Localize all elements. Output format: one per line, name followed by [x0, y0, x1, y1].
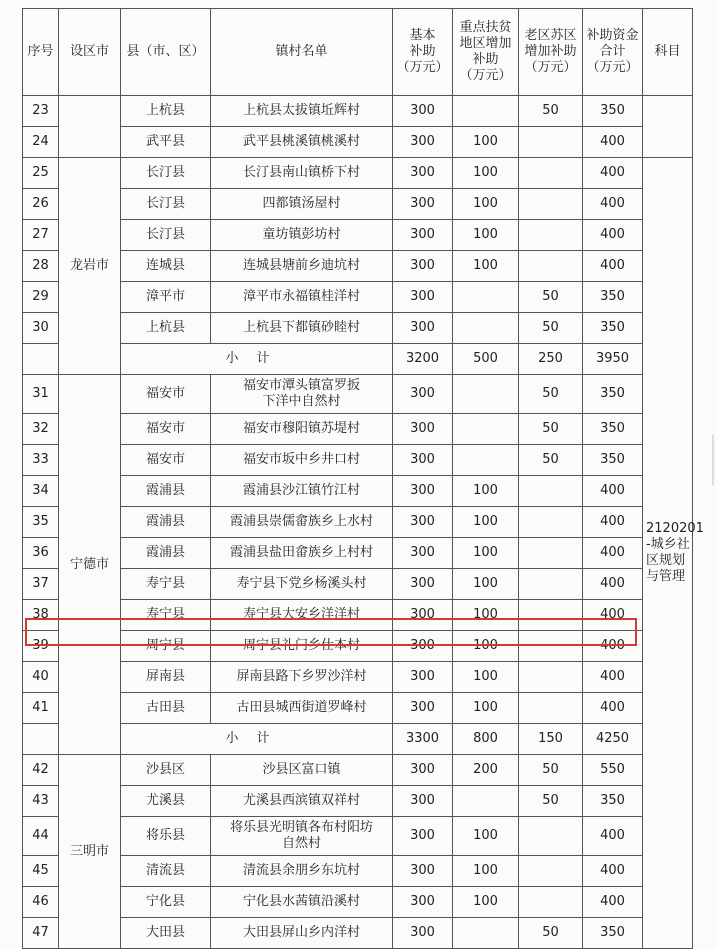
row-index: 36: [23, 538, 59, 569]
poverty-subsidy-cell: 100: [453, 631, 519, 662]
table-row: [23, 158, 693, 189]
table-row: [23, 817, 693, 856]
village-cell: 霞浦县崇儒畲族乡上水村: [211, 507, 393, 538]
village-cell: 霞浦县沙江镇竹江村: [211, 476, 393, 507]
subtotal-label: 小计: [121, 344, 393, 375]
oldarea-subsidy-cell: [519, 220, 583, 251]
oldarea-subsidy-cell: [519, 569, 583, 600]
poverty-subsidy-cell: 100: [453, 693, 519, 724]
basic-subsidy-cell: 300: [393, 282, 453, 313]
county-cell: 周宁县: [121, 631, 211, 662]
row-index: 34: [23, 476, 59, 507]
basic-subsidy-cell: 300: [393, 662, 453, 693]
subtotal-row: [23, 344, 693, 375]
scan-edge: [712, 435, 714, 485]
village-cell: 宁化县水茜镇沿溪村: [211, 887, 393, 918]
oldarea-subsidy-cell: 50: [519, 755, 583, 786]
county-cell: 漳平市: [121, 282, 211, 313]
poverty-subsidy-cell: 100: [453, 507, 519, 538]
oldarea-subsidy-cell: [519, 817, 583, 856]
basic-subsidy-cell: 300: [393, 414, 453, 445]
table-row: [23, 662, 693, 693]
total-subsidy-cell: 350: [583, 918, 643, 949]
basic-subsidy-cell: 300: [393, 220, 453, 251]
basic-subsidy-cell: 300: [393, 507, 453, 538]
subtotal-row: [23, 724, 693, 755]
county-cell: 霞浦县: [121, 507, 211, 538]
row-index: 23: [23, 96, 59, 127]
city-cell: 龙岩市: [59, 158, 121, 375]
city-cell: [59, 96, 121, 158]
total-subsidy-cell: 400: [583, 856, 643, 887]
village-cell: 童坊镇彭坊村: [211, 220, 393, 251]
total-subsidy-cell: 400: [583, 887, 643, 918]
village-cell: 上杭县下都镇砂睦村: [211, 313, 393, 344]
table-row: [23, 251, 693, 282]
basic-subsidy-cell: 300: [393, 600, 453, 631]
oldarea-subsidy-cell: [519, 127, 583, 158]
county-cell: 古田县: [121, 693, 211, 724]
poverty-subsidy-cell: 100: [453, 600, 519, 631]
village-cell: 古田县城西街道罗峰村: [211, 693, 393, 724]
table-row: [23, 569, 693, 600]
oldarea-subsidy-cell: 50: [519, 96, 583, 127]
poverty-subsidy-cell: [453, 282, 519, 313]
table-row: [23, 414, 693, 445]
poverty-subsidy-cell: 100: [453, 662, 519, 693]
village-cell: 福安市穆阳镇苏堤村: [211, 414, 393, 445]
county-cell: 福安市: [121, 414, 211, 445]
oldarea-subsidy-cell: 50: [519, 445, 583, 476]
row-index: 33: [23, 445, 59, 476]
poverty-subsidy-cell: 100: [453, 251, 519, 282]
table-row: [23, 887, 693, 918]
village-cell: 沙县区富口镇: [211, 755, 393, 786]
basic-subsidy-cell: 300: [393, 786, 453, 817]
total-subsidy-cell: 3950: [583, 344, 643, 375]
village-cell: 大田县屏山乡内洋村: [211, 918, 393, 949]
county-cell: 上杭县: [121, 96, 211, 127]
poverty-subsidy-cell: [453, 445, 519, 476]
basic-subsidy-cell: 300: [393, 887, 453, 918]
basic-subsidy-cell: 3200: [393, 344, 453, 375]
poverty-subsidy-cell: [453, 375, 519, 414]
row-index: 38: [23, 600, 59, 631]
village-cell: 四都镇汤屋村: [211, 189, 393, 220]
row-index: 44: [23, 817, 59, 856]
county-cell: 长汀县: [121, 220, 211, 251]
oldarea-subsidy-cell: [519, 856, 583, 887]
total-subsidy-cell: 350: [583, 786, 643, 817]
table-row: [23, 476, 693, 507]
total-subsidy-cell: 400: [583, 251, 643, 282]
poverty-subsidy-cell: 100: [453, 127, 519, 158]
oldarea-subsidy-cell: 150: [519, 724, 583, 755]
subtotal-index-cell: [23, 724, 59, 755]
total-subsidy-cell: 400: [583, 662, 643, 693]
oldarea-subsidy-cell: [519, 887, 583, 918]
basic-subsidy-cell: 300: [393, 127, 453, 158]
basic-subsidy-cell: 300: [393, 631, 453, 662]
poverty-subsidy-cell: [453, 786, 519, 817]
county-cell: 屏南县: [121, 662, 211, 693]
table-row: [23, 313, 693, 344]
county-cell: 福安市: [121, 375, 211, 414]
oldarea-subsidy-cell: [519, 507, 583, 538]
header-subject: 科目: [643, 9, 693, 96]
row-index: 25: [23, 158, 59, 189]
total-subsidy-cell: 400: [583, 189, 643, 220]
village-cell: 漳平市永福镇桂洋村: [211, 282, 393, 313]
basic-subsidy-cell: 3300: [393, 724, 453, 755]
subtotal-label: 小计: [121, 724, 393, 755]
village-cell: 霞浦县盐田畲族乡上村村: [211, 538, 393, 569]
county-cell: 霞浦县: [121, 476, 211, 507]
oldarea-subsidy-cell: 50: [519, 918, 583, 949]
row-index: 40: [23, 662, 59, 693]
table-row: [23, 538, 693, 569]
header-city: 设区市: [59, 9, 121, 96]
row-index: 43: [23, 786, 59, 817]
basic-subsidy-cell: 300: [393, 189, 453, 220]
oldarea-subsidy-cell: [519, 600, 583, 631]
total-subsidy-cell: 400: [583, 600, 643, 631]
row-index: 24: [23, 127, 59, 158]
poverty-subsidy-cell: [453, 918, 519, 949]
total-subsidy-cell: 350: [583, 282, 643, 313]
header-county: 县（市、区）: [121, 9, 211, 96]
subtotal-index-cell: [23, 344, 59, 375]
basic-subsidy-cell: 300: [393, 693, 453, 724]
header-idx: 序号: [23, 9, 59, 96]
village-cell: 尤溪县西滨镇双祥村: [211, 786, 393, 817]
basic-subsidy-cell: 300: [393, 817, 453, 856]
poverty-subsidy-cell: 100: [453, 569, 519, 600]
total-subsidy-cell: 550: [583, 755, 643, 786]
village-cell: 将乐县光明镇各布村阳坊 自然村: [211, 817, 393, 856]
oldarea-subsidy-cell: [519, 251, 583, 282]
header-village: 镇村名单: [211, 9, 393, 96]
table-row: [23, 786, 693, 817]
poverty-subsidy-cell: [453, 96, 519, 127]
county-cell: 福安市: [121, 445, 211, 476]
basic-subsidy-cell: 300: [393, 313, 453, 344]
county-cell: 大田县: [121, 918, 211, 949]
total-subsidy-cell: 4250: [583, 724, 643, 755]
row-index: 37: [23, 569, 59, 600]
county-cell: 长汀县: [121, 189, 211, 220]
header-total: 补助资金 合计 （万元）: [583, 9, 643, 96]
table-row: [23, 918, 693, 949]
row-index: 42: [23, 755, 59, 786]
county-cell: 上杭县: [121, 313, 211, 344]
county-cell: 沙县区: [121, 755, 211, 786]
oldarea-subsidy-cell: 50: [519, 375, 583, 414]
village-cell: 寿宁县下党乡杨溪头村: [211, 569, 393, 600]
table-row: [23, 631, 693, 662]
oldarea-subsidy-cell: 50: [519, 786, 583, 817]
village-cell: 武平县桃溪镇桃溪村: [211, 127, 393, 158]
total-subsidy-cell: 350: [583, 375, 643, 414]
poverty-subsidy-cell: 100: [453, 538, 519, 569]
basic-subsidy-cell: 300: [393, 856, 453, 887]
oldarea-subsidy-cell: 50: [519, 414, 583, 445]
row-index: 35: [23, 507, 59, 538]
county-cell: 宁化县: [121, 887, 211, 918]
table-row: [23, 755, 693, 786]
table-row: [23, 375, 693, 414]
village-cell: 清流县余朋乡东坑村: [211, 856, 393, 887]
basic-subsidy-cell: 300: [393, 375, 453, 414]
subject-cell: 2120201 -城乡社 区规划 与管理: [643, 158, 693, 949]
village-cell: 长汀县南山镇桥下村: [211, 158, 393, 189]
oldarea-subsidy-cell: 50: [519, 313, 583, 344]
total-subsidy-cell: 400: [583, 631, 643, 662]
basic-subsidy-cell: 300: [393, 918, 453, 949]
poverty-subsidy-cell: 100: [453, 220, 519, 251]
county-cell: 将乐县: [121, 817, 211, 856]
row-index: 32: [23, 414, 59, 445]
table-row: [23, 127, 693, 158]
oldarea-subsidy-cell: [519, 158, 583, 189]
total-subsidy-cell: 400: [583, 569, 643, 600]
total-subsidy-cell: 400: [583, 127, 643, 158]
county-cell: 连城县: [121, 251, 211, 282]
table-row: [23, 220, 693, 251]
village-cell: 连城县塘前乡迪坑村: [211, 251, 393, 282]
row-index: 29: [23, 282, 59, 313]
county-cell: 尤溪县: [121, 786, 211, 817]
oldarea-subsidy-cell: 50: [519, 282, 583, 313]
header-oldarea: 老区苏区 增加补助 （万元）: [519, 9, 583, 96]
funding-table: [22, 8, 704, 949]
oldarea-subsidy-cell: [519, 693, 583, 724]
poverty-subsidy-cell: 100: [453, 189, 519, 220]
row-index: 27: [23, 220, 59, 251]
oldarea-subsidy-cell: [519, 476, 583, 507]
row-index: 41: [23, 693, 59, 724]
poverty-subsidy-cell: 100: [453, 476, 519, 507]
oldarea-subsidy-cell: [519, 662, 583, 693]
total-subsidy-cell: 350: [583, 445, 643, 476]
basic-subsidy-cell: 300: [393, 158, 453, 189]
oldarea-subsidy-cell: 250: [519, 344, 583, 375]
table-row: [23, 693, 693, 724]
row-index: 46: [23, 887, 59, 918]
oldarea-subsidy-cell: [519, 538, 583, 569]
total-subsidy-cell: 400: [583, 507, 643, 538]
total-subsidy-cell: 400: [583, 220, 643, 251]
county-cell: 霞浦县: [121, 538, 211, 569]
poverty-subsidy-cell: 100: [453, 817, 519, 856]
basic-subsidy-cell: 300: [393, 538, 453, 569]
county-cell: 寿宁县: [121, 569, 211, 600]
row-index: 30: [23, 313, 59, 344]
poverty-subsidy-cell: [453, 414, 519, 445]
city-cell: 宁德市: [59, 375, 121, 755]
total-subsidy-cell: 350: [583, 96, 643, 127]
total-subsidy-cell: 400: [583, 693, 643, 724]
total-subsidy-cell: 400: [583, 538, 643, 569]
poverty-subsidy-cell: 800: [453, 724, 519, 755]
subject-cell: [643, 96, 693, 158]
village-cell: 福安市坂中乡井口村: [211, 445, 393, 476]
poverty-subsidy-cell: 100: [453, 158, 519, 189]
row-index: 39: [23, 631, 59, 662]
village-cell: 寿宁县大安乡洋洋村: [211, 600, 393, 631]
row-index: 28: [23, 251, 59, 282]
total-subsidy-cell: 350: [583, 414, 643, 445]
county-cell: 长汀县: [121, 158, 211, 189]
total-subsidy-cell: 400: [583, 817, 643, 856]
table-row: [23, 600, 693, 631]
basic-subsidy-cell: 300: [393, 251, 453, 282]
poverty-subsidy-cell: 500: [453, 344, 519, 375]
county-cell: 武平县: [121, 127, 211, 158]
total-subsidy-cell: 350: [583, 313, 643, 344]
poverty-subsidy-cell: 200: [453, 755, 519, 786]
village-cell: 屏南县路下乡罗沙洋村: [211, 662, 393, 693]
county-cell: 清流县: [121, 856, 211, 887]
table-header-row: [23, 9, 693, 96]
row-index: 47: [23, 918, 59, 949]
total-subsidy-cell: 400: [583, 158, 643, 189]
row-index: 26: [23, 189, 59, 220]
village-cell: 福安市潭头镇富罗扳 下洋中自然村: [211, 375, 393, 414]
city-cell: 三明市: [59, 755, 121, 949]
table-row: [23, 282, 693, 313]
basic-subsidy-cell: 300: [393, 96, 453, 127]
village-cell: 周宁县礼门乡仕本村: [211, 631, 393, 662]
basic-subsidy-cell: 300: [393, 755, 453, 786]
village-cell: 上杭县太拔镇坵辉村: [211, 96, 393, 127]
table-row: [23, 189, 693, 220]
header-poverty: 重点扶贫 地区增加 补助 （万元）: [453, 9, 519, 96]
poverty-subsidy-cell: 100: [453, 856, 519, 887]
poverty-subsidy-cell: [453, 313, 519, 344]
table-row: [23, 96, 693, 127]
county-cell: 寿宁县: [121, 600, 211, 631]
oldarea-subsidy-cell: [519, 631, 583, 662]
table-row: [23, 856, 693, 887]
oldarea-subsidy-cell: [519, 189, 583, 220]
header-basic: 基本 补助 （万元）: [393, 9, 453, 96]
poverty-subsidy-cell: 100: [453, 887, 519, 918]
row-index: 45: [23, 856, 59, 887]
row-index: 31: [23, 375, 59, 414]
table-row: [23, 507, 693, 538]
basic-subsidy-cell: 300: [393, 476, 453, 507]
basic-subsidy-cell: 300: [393, 569, 453, 600]
total-subsidy-cell: 400: [583, 476, 643, 507]
basic-subsidy-cell: 300: [393, 445, 453, 476]
table-row: [23, 445, 693, 476]
